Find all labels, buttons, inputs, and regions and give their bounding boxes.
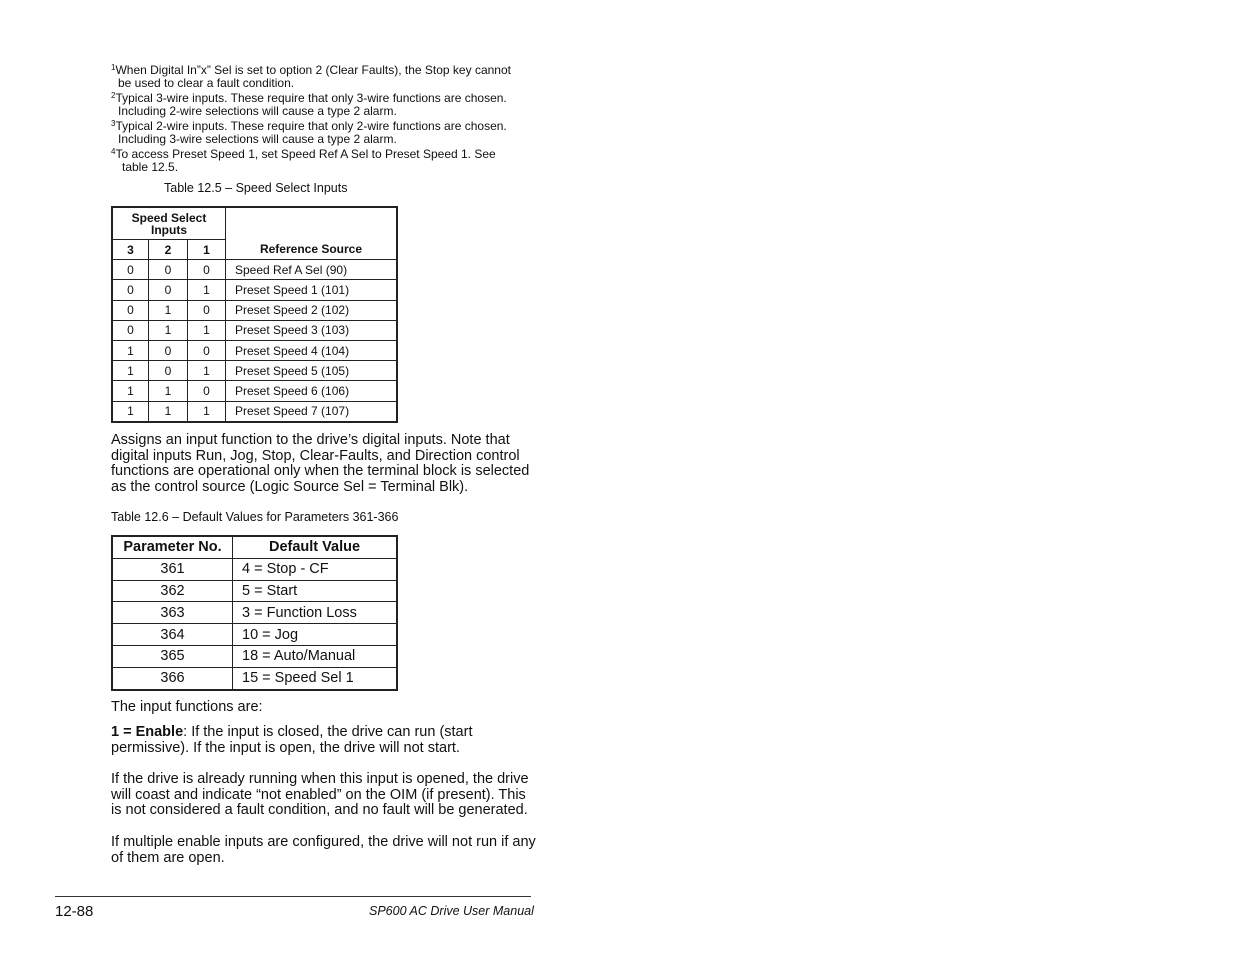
footnote-text: When Digital In”x” Sel is set to option 2 (Clear Faults), the Stop key cannot [115,63,511,77]
table-cell: Preset Speed 2 (102) [226,300,398,320]
footnote-text: be used to clear a fault condition. [118,76,295,90]
table-cell: Preset Speed 1 (101) [226,280,398,300]
table-cell: Preset Speed 5 (105) [226,361,398,381]
table-row [112,645,397,667]
column-header: Default Value [233,536,398,558]
table-cell: Speed Ref A Sel (90) [226,260,398,280]
table-cell: 15 = Speed Sel 1 [233,667,398,689]
table-cell: 363 [112,602,233,624]
table-cell: 1 [188,361,226,381]
column-group-header: Speed Select Inputs [112,207,226,240]
table-row [112,361,397,381]
table-cell: 362 [112,580,233,602]
footnote-3 [111,120,541,146]
table-cell: 364 [112,624,233,646]
table-row [112,280,397,300]
enable-paragraph [111,725,536,756]
table-row [112,260,397,280]
footnote-4 [111,148,541,174]
column-header: 1 [188,240,226,260]
table-cell: 366 [112,667,233,689]
table-cell: 5 = Start [233,580,398,602]
column-header: 2 [149,240,188,260]
table-cell: 0 [188,260,226,280]
table-cell: 3 = Function Loss [233,602,398,624]
footnote-number: 3 [111,119,116,128]
table-row [112,624,397,646]
footnote-text: Including 3-wire selections will cause a type 2 alarm. [118,132,397,146]
table-row [112,320,397,340]
multiple-enable-paragraph: If multiple enable inputs are configured, the drive will not run if any of them are open. [111,834,536,866]
table-cell: 1 [112,401,149,422]
running-paragraph: If the drive is already running when this input is opened, the drive will coast and indicate “not enabled” on the OIM (if present). This is not considered a fault condition, and no fault will be generated. [111,771,529,819]
column-header: Reference Source [226,207,398,260]
enable-term: 1 = Enable [111,724,184,740]
table-cell: Preset Speed 4 (104) [226,340,398,360]
table-cell: 1 [149,401,188,422]
table-cell: 0 [112,300,149,320]
table-row [112,300,397,320]
table-cell: 4 = Stop - CF [233,558,398,580]
footer-rule [55,896,531,897]
table-row [112,558,397,580]
table-row [112,602,397,624]
input-functions-intro: The input functions are: [111,699,263,715]
column-header: Parameter No. [112,536,233,558]
footnote-text: Including 2-wire selections will cause a type 2 alarm. [118,104,397,118]
table-cell: 1 [112,361,149,381]
table-cell: Preset Speed 6 (106) [226,381,398,401]
column-header: 3 [112,240,149,260]
table-cell: 0 [149,340,188,360]
footnote-text: To access Preset Speed 1, set Speed Ref A Sel to Preset Speed 1. See [115,147,496,161]
footnote-text: table 12.5. [122,160,179,174]
page-number: 12-88 [55,903,94,920]
table-cell: 1 [188,280,226,300]
default-values-table [111,535,398,691]
table-cell: 1 [149,320,188,340]
table-cell: 0 [188,300,226,320]
table-cell: 18 = Auto/Manual [233,645,398,667]
table-caption: Table 12.5 – Speed Select Inputs [164,181,348,195]
table-cell: 1 [149,300,188,320]
footnote-number: 1 [111,63,116,72]
table-row [112,580,397,602]
table-cell: 10 = Jog [233,624,398,646]
manual-title: SP600 AC Drive User Manual [369,904,534,918]
table-row [112,667,397,689]
table-cell: 0 [112,320,149,340]
table-row [112,381,397,401]
footnote-number: 4 [111,147,116,156]
table-cell: 0 [112,260,149,280]
enable-description: : If the input is closed, the drive can run (start permissive). If the input is open, the drive will not start. [111,724,473,756]
table-cell: 1 [188,320,226,340]
footnote-number: 2 [111,91,116,100]
speed-select-table [111,206,398,423]
table-cell: 0 [188,340,226,360]
footnote-text: Typical 3-wire inputs. These require that only 3-wire functions are chosen. [115,91,507,105]
table-cell: 0 [149,361,188,381]
table-cell: Preset Speed 7 (107) [226,401,398,422]
table-cell: 1 [188,401,226,422]
assigns-paragraph: Assigns an input function to the drive’s digital inputs. Note that digital inputs Run, Jog, Stop, Clear-Faults, and Direction control functions are operational only when the terminal block is selected as the control source (Logic Source Sel = Terminal Blk). [111,432,530,496]
table-cell: 0 [149,260,188,280]
footnote-1 [111,64,541,90]
table-cell: 0 [188,381,226,401]
table-cell: 1 [112,340,149,360]
table-cell: 1 [112,381,149,401]
table-caption: Table 12.6 – Default Values for Parameters 361-366 [111,510,399,524]
table-cell: 1 [149,381,188,401]
footnote-text: Typical 2-wire inputs. These require that only 2-wire functions are chosen. [115,119,507,133]
table-cell: 361 [112,558,233,580]
table-row [112,340,397,360]
table-cell: 0 [112,280,149,300]
table-cell: 365 [112,645,233,667]
table-cell: Preset Speed 3 (103) [226,320,398,340]
table-row [112,401,397,422]
footnote-2 [111,92,541,118]
table-cell: 0 [149,280,188,300]
